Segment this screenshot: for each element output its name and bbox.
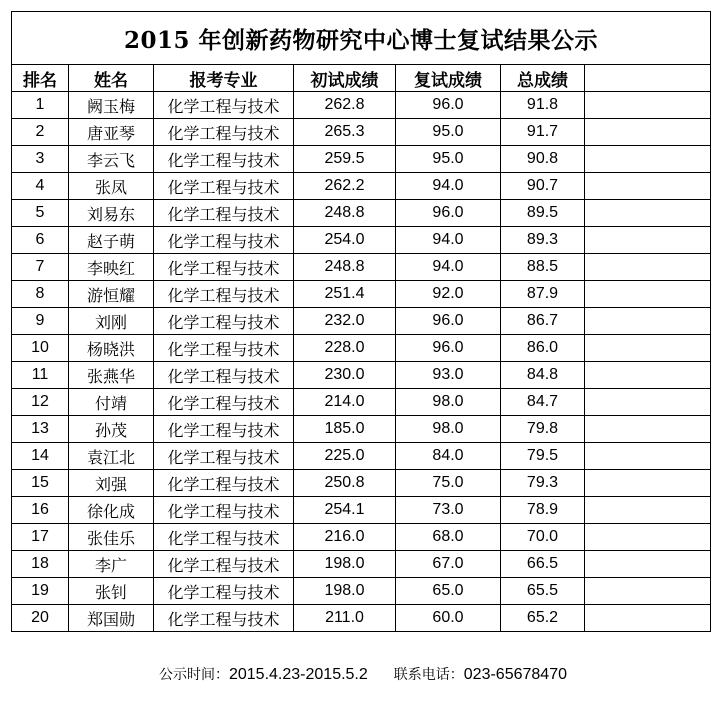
table-row — [12, 200, 711, 227]
total-score-cell: 84.7 — [501, 389, 585, 416]
initial-score-cell: 259.5 — [294, 146, 396, 173]
contact-value: 023-65678470 — [463, 666, 567, 683]
name-cell: 孙茂 — [69, 416, 154, 443]
rank-cell: 11 — [12, 362, 69, 389]
blank-cell — [585, 497, 711, 524]
major-cell: 化学工程与技术 — [154, 470, 294, 497]
initial-score-cell: 228.0 — [294, 335, 396, 362]
retest-score-cell: 93.0 — [396, 362, 501, 389]
header-initial-score: 初试成绩 — [294, 65, 396, 92]
initial-score-cell: 254.1 — [294, 497, 396, 524]
name-cell: 郑国勋 — [69, 605, 154, 632]
name-cell: 刘强 — [69, 470, 154, 497]
initial-score-cell: 225.0 — [294, 443, 396, 470]
total-score-cell: 79.3 — [501, 470, 585, 497]
blank-cell — [585, 389, 711, 416]
initial-score-cell: 251.4 — [294, 281, 396, 308]
name-cell: 李云飞 — [69, 146, 154, 173]
retest-score-cell: 67.0 — [396, 551, 501, 578]
table-row — [12, 443, 711, 470]
name-cell: 赵子萌 — [69, 227, 154, 254]
initial-score-cell: 185.0 — [294, 416, 396, 443]
table-row — [12, 470, 711, 497]
total-score-cell: 79.5 — [501, 443, 585, 470]
blank-cell — [585, 578, 711, 605]
period-value: 2015.4.23-2015.5.2 — [228, 666, 368, 683]
period-label: 公示时间： — [158, 667, 229, 683]
blank-cell — [585, 605, 711, 632]
rank-cell: 13 — [12, 416, 69, 443]
initial-score-cell: 230.0 — [294, 362, 396, 389]
initial-score-cell: 211.0 — [294, 605, 396, 632]
major-cell: 化学工程与技术 — [154, 308, 294, 335]
total-score-cell: 65.2 — [501, 605, 585, 632]
blank-cell — [585, 551, 711, 578]
table-row — [12, 308, 711, 335]
table-row — [12, 497, 711, 524]
header-name: 姓名 — [69, 65, 154, 92]
rank-cell: 7 — [12, 254, 69, 281]
retest-score-cell: 94.0 — [396, 173, 501, 200]
initial-score-cell: 262.2 — [294, 173, 396, 200]
major-cell: 化学工程与技术 — [154, 119, 294, 146]
name-cell: 唐亚琴 — [69, 119, 154, 146]
rank-cell: 8 — [12, 281, 69, 308]
rank-cell: 9 — [12, 308, 69, 335]
table-row — [12, 416, 711, 443]
rank-cell: 2 — [12, 119, 69, 146]
major-cell: 化学工程与技术 — [154, 254, 294, 281]
initial-score-cell: 214.0 — [294, 389, 396, 416]
initial-score-cell: 248.8 — [294, 254, 396, 281]
table-row — [12, 281, 711, 308]
name-cell: 李广 — [69, 551, 154, 578]
rank-cell: 19 — [12, 578, 69, 605]
total-score-cell: 90.7 — [501, 173, 585, 200]
table-row — [12, 362, 711, 389]
name-cell: 刘刚 — [69, 308, 154, 335]
total-score-cell: 91.7 — [501, 119, 585, 146]
retest-score-cell: 98.0 — [396, 389, 501, 416]
initial-score-cell: 198.0 — [294, 551, 396, 578]
header-total-score: 总成绩 — [501, 65, 585, 92]
retest-score-cell: 84.0 — [396, 443, 501, 470]
blank-cell — [585, 200, 711, 227]
table-row — [12, 227, 711, 254]
retest-score-cell: 68.0 — [396, 524, 501, 551]
name-cell: 张钊 — [69, 578, 154, 605]
retest-score-cell: 73.0 — [396, 497, 501, 524]
blank-cell — [585, 362, 711, 389]
total-score-cell: 79.8 — [501, 416, 585, 443]
blank-cell — [585, 416, 711, 443]
major-cell: 化学工程与技术 — [154, 578, 294, 605]
retest-score-cell: 98.0 — [396, 416, 501, 443]
initial-score-cell: 216.0 — [294, 524, 396, 551]
rank-cell: 3 — [12, 146, 69, 173]
total-score-cell: 86.7 — [501, 308, 585, 335]
name-cell: 张燕华 — [69, 362, 154, 389]
retest-score-cell: 92.0 — [396, 281, 501, 308]
major-cell: 化学工程与技术 — [154, 173, 294, 200]
name-cell: 付靖 — [69, 389, 154, 416]
retest-score-cell: 96.0 — [396, 92, 501, 119]
header-row — [12, 65, 711, 92]
table-row — [12, 389, 711, 416]
rank-cell: 18 — [12, 551, 69, 578]
retest-score-cell: 65.0 — [396, 578, 501, 605]
initial-score-cell: 254.0 — [294, 227, 396, 254]
table-row — [12, 524, 711, 551]
initial-score-cell: 262.8 — [294, 92, 396, 119]
retest-score-cell: 96.0 — [396, 308, 501, 335]
rank-cell: 15 — [12, 470, 69, 497]
name-cell: 袁江北 — [69, 443, 154, 470]
table-row — [12, 173, 711, 200]
retest-score-cell: 96.0 — [396, 200, 501, 227]
retest-score-cell: 94.0 — [396, 227, 501, 254]
total-score-cell: 66.5 — [501, 551, 585, 578]
major-cell: 化学工程与技术 — [154, 524, 294, 551]
blank-cell — [585, 119, 711, 146]
blank-cell — [585, 254, 711, 281]
major-cell: 化学工程与技术 — [154, 497, 294, 524]
total-score-cell: 88.5 — [501, 254, 585, 281]
name-cell: 张凤 — [69, 173, 154, 200]
name-cell: 刘易东 — [69, 200, 154, 227]
major-cell: 化学工程与技术 — [154, 605, 294, 632]
retest-score-cell: 60.0 — [396, 605, 501, 632]
table-row — [12, 92, 711, 119]
rank-cell: 10 — [12, 335, 69, 362]
total-score-cell: 89.3 — [501, 227, 585, 254]
initial-score-cell: 265.3 — [294, 119, 396, 146]
table-row — [12, 254, 711, 281]
header-rank: 排名 — [12, 65, 69, 92]
initial-score-cell: 250.8 — [294, 470, 396, 497]
major-cell: 化学工程与技术 — [154, 362, 294, 389]
total-score-cell: 70.0 — [501, 524, 585, 551]
major-cell: 化学工程与技术 — [154, 416, 294, 443]
retest-score-cell: 95.0 — [396, 119, 501, 146]
major-cell: 化学工程与技术 — [154, 92, 294, 119]
table-body — [12, 92, 711, 632]
name-cell: 游恒耀 — [69, 281, 154, 308]
initial-score-cell: 198.0 — [294, 578, 396, 605]
results-sheet — [11, 11, 711, 632]
rank-cell: 20 — [12, 605, 69, 632]
header-blank — [585, 65, 711, 92]
major-cell: 化学工程与技术 — [154, 389, 294, 416]
blank-cell — [585, 443, 711, 470]
retest-score-cell: 75.0 — [396, 470, 501, 497]
blank-cell — [585, 173, 711, 200]
blank-cell — [585, 281, 711, 308]
major-cell: 化学工程与技术 — [154, 281, 294, 308]
total-score-cell: 65.5 — [501, 578, 585, 605]
name-cell: 李映红 — [69, 254, 154, 281]
major-cell: 化学工程与技术 — [154, 146, 294, 173]
header-major: 报考专业 — [154, 65, 294, 92]
major-cell: 化学工程与技术 — [154, 335, 294, 362]
contact-label: 联系电话： — [393, 667, 464, 683]
total-score-cell: 78.9 — [501, 497, 585, 524]
page-title: 2015 年创新药物研究中心博士复试结果公示 — [12, 12, 711, 65]
table-row — [12, 146, 711, 173]
rank-cell: 1 — [12, 92, 69, 119]
table-row — [12, 551, 711, 578]
rank-cell: 4 — [12, 173, 69, 200]
name-cell: 张佳乐 — [69, 524, 154, 551]
rank-cell: 12 — [12, 389, 69, 416]
footer-note — [0, 664, 726, 684]
initial-score-cell: 248.8 — [294, 200, 396, 227]
table-row — [12, 578, 711, 605]
rank-cell: 16 — [12, 497, 69, 524]
name-cell: 阙玉梅 — [69, 92, 154, 119]
header-retest-score: 复试成绩 — [396, 65, 501, 92]
major-cell: 化学工程与技术 — [154, 200, 294, 227]
retest-score-cell: 95.0 — [396, 146, 501, 173]
total-score-cell: 84.8 — [501, 362, 585, 389]
blank-cell — [585, 308, 711, 335]
table-row — [12, 119, 711, 146]
name-cell: 杨晓洪 — [69, 335, 154, 362]
retest-score-cell: 96.0 — [396, 335, 501, 362]
blank-cell — [585, 524, 711, 551]
rank-cell: 14 — [12, 443, 69, 470]
major-cell: 化学工程与技术 — [154, 443, 294, 470]
total-score-cell: 91.8 — [501, 92, 585, 119]
total-score-cell: 86.0 — [501, 335, 585, 362]
blank-cell — [585, 92, 711, 119]
retest-score-cell: 94.0 — [396, 254, 501, 281]
initial-score-cell: 232.0 — [294, 308, 396, 335]
blank-cell — [585, 146, 711, 173]
total-score-cell: 89.5 — [501, 200, 585, 227]
rank-cell: 5 — [12, 200, 69, 227]
results-table — [11, 11, 711, 632]
blank-cell — [585, 335, 711, 362]
total-score-cell: 90.8 — [501, 146, 585, 173]
major-cell: 化学工程与技术 — [154, 227, 294, 254]
blank-cell — [585, 227, 711, 254]
total-score-cell: 87.9 — [501, 281, 585, 308]
name-cell: 徐化成 — [69, 497, 154, 524]
blank-cell — [585, 470, 711, 497]
table-row — [12, 605, 711, 632]
rank-cell: 17 — [12, 524, 69, 551]
table-row — [12, 335, 711, 362]
rank-cell: 6 — [12, 227, 69, 254]
major-cell: 化学工程与技术 — [154, 551, 294, 578]
